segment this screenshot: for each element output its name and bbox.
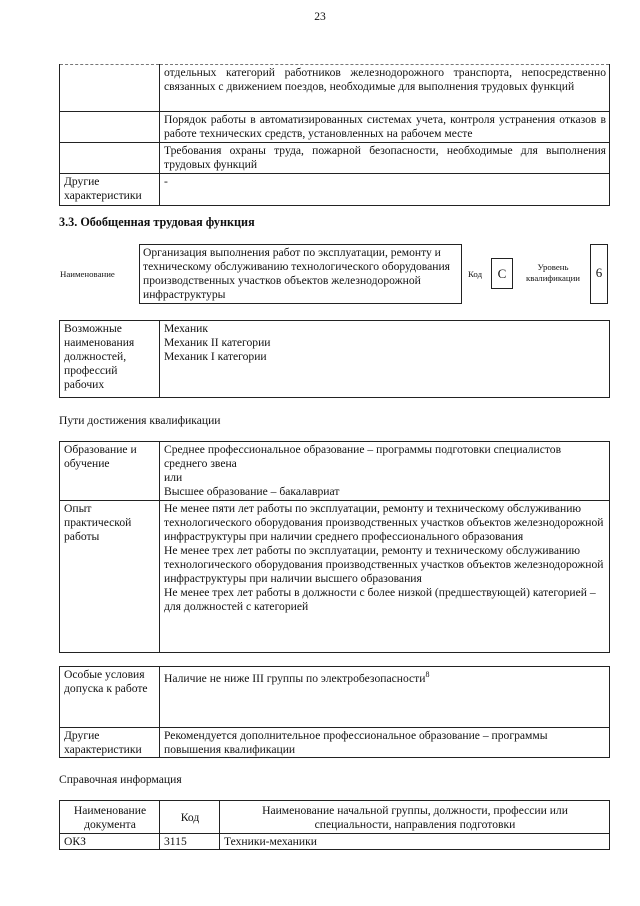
section-heading: 3.3. Обобщенная трудовая функция [59,215,255,229]
row-label [60,143,160,174]
table-row [60,667,610,728]
table-row [60,112,610,143]
reference-table [59,800,610,850]
level-value: 6 [590,244,608,304]
list-item: Механик II категории [164,336,271,349]
page-number: 23 [314,10,326,23]
row-label: Другие характеристики [60,174,160,206]
column-header: Наименование документа [60,801,160,834]
row-text [160,442,610,501]
list-item: или [164,471,183,484]
knowledge-table [59,64,610,206]
condition-text: Рекомендуется дополнительное профессиональное образование – программы повышения квалификации [164,729,548,756]
list-item: Высшее образование – бакалавриат [164,485,340,498]
table-header-row [60,801,610,834]
row-label: Особые условия допуска к работе [60,667,160,728]
table-row [60,501,610,653]
column-header: Наименование начальной группы, должности, профессии или специальности, направления подготовки [220,801,610,834]
table-cell: Техники-механики [220,834,610,850]
list-item: Не менее трех лет работы по эксплуатации, ремонту и техническому обслуживанию технологического оборудования производственных участков объектов железнодорожной инфраструктуры при наличии высшего образования [164,544,604,585]
table-row [60,143,610,174]
footnote-mark: 8 [425,670,430,679]
gtf-name-box [139,244,462,304]
list-item: Механик [164,322,208,335]
row-text [160,501,610,653]
positions-values [160,321,610,398]
table-row [60,442,610,501]
list-item: Не менее пяти лет работы по эксплуатации, ремонту и техническому обслуживанию технологического оборудования производственных участков объектов железнодорожной инфраструктуры при наличии среднего профессионального образования [164,502,604,543]
table-row [60,834,610,850]
row-text [160,728,610,758]
positions-label: Возможные наименования должностей, профессий рабочих [60,321,160,398]
reference-heading: Справочная информация [59,773,182,786]
table-row [60,321,610,398]
list-item: Не менее трех лет работы в должности с более низкой (предшествующей) категорией – для должностей с категорией [164,586,596,613]
row-text [160,667,610,728]
column-header: Код [160,801,220,834]
row-label [60,65,160,112]
table-cell: 3115 [160,834,220,850]
conditions-table [59,666,610,758]
table-row [60,65,610,112]
code-value: C [491,258,513,289]
row-text: - [160,174,610,206]
table-cell: ОКЗ [60,834,160,850]
name-label: Наименование [60,269,115,279]
level-label: Уровень квалификации [526,262,580,283]
list-item: Среднее профессиональное образование – программы подготовки специалистов среднего звена [164,443,562,470]
education-table [59,441,610,653]
condition-text: Наличие не ниже III группы по электробезопасности [164,671,426,685]
row-label [60,112,160,143]
positions-table [59,320,610,398]
row-label: Опыт практической работы [60,501,160,653]
row-text: Порядок работы в автоматизированных системах учета, контроля устранения отказов в работе технических средств, установленных на рабочем месте [160,112,610,143]
code-label: Код [468,269,483,279]
row-label: Образование и обучение [60,442,160,501]
row-label: Другие характеристики [60,728,160,758]
row-text: отдельных категорий работников железнодорожного транспорта, непосредственно связанных с движением поездов, необходимые для выполнения трудовых функций [160,65,610,112]
paths-heading: Пути достижения квалификации [59,414,221,427]
gtf-name-value: Организация выполнения работ по эксплуатации, ремонту и техническому обслуживанию технологического оборудования производственных участков объектов железнодорожной инфраструктуры [143,246,451,301]
list-item: Механик I категории [164,350,267,363]
table-row [60,174,610,206]
row-text: Требования охраны труда, пожарной безопасности, необходимые для выполнения трудовых функций [160,143,610,174]
table-row [60,728,610,758]
